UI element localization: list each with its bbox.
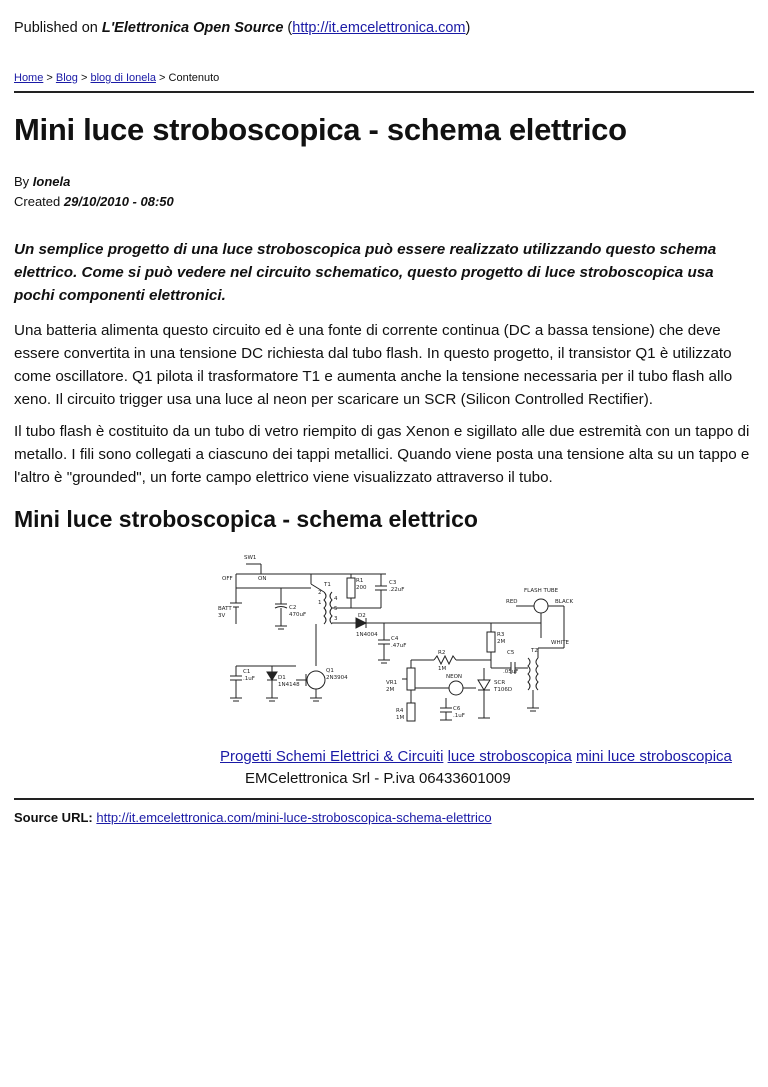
tag-luce-stroboscopica[interactable]: luce stroboscopica bbox=[447, 748, 572, 765]
breadcrumb-blog-ionela[interactable]: blog di Ionela bbox=[90, 72, 156, 84]
label-t1-pin1: 1 bbox=[318, 600, 322, 606]
source-line bbox=[14, 810, 492, 825]
label-flash-tube: FLASH TUBE bbox=[524, 588, 559, 594]
published-line: Published on L'Elettronica Open Source (http://it.emcelettronica.com) bbox=[14, 20, 471, 36]
published-prefix: Published on bbox=[14, 20, 98, 36]
label-t2: T2 bbox=[531, 648, 538, 654]
circuit-schematic bbox=[206, 548, 586, 726]
body-paragraph-2: Il tubo flash è costituito da un tubo di vetro riempito di gas Xenon e sigillato alle due estremità con un tappo di metallo. I fili sono collegati a ciascuno dei tappi metallici. Quando viene posta una tensione alta su un tappo e l'altro è "grounded", un forte campo elettrico viene visualizzato attraverso il tubo. bbox=[14, 423, 750, 486]
label-r2: R2 bbox=[438, 650, 446, 656]
label-r2-v: 1M bbox=[438, 666, 447, 672]
lead-paragraph: Un semplice progetto di una luce stroboscopica può essere realizzato utilizzando questo schema elettrico. Come si può vedere nel circuito schematico, questo progetto di luce stroboscopica usa pochi componenti elettronici. bbox=[14, 241, 717, 304]
label-c2: C2 bbox=[289, 605, 297, 611]
label-q1-v: 2N3904 bbox=[326, 675, 348, 681]
footer-divider bbox=[14, 798, 754, 800]
label-r4: R4 bbox=[396, 708, 404, 714]
label-t1-pin2: 2 bbox=[318, 590, 322, 596]
label-batt-v: 3V bbox=[218, 613, 226, 619]
label-scr: SCR bbox=[494, 680, 506, 686]
author-line bbox=[14, 174, 70, 189]
body-paragraph-1: Una batteria alimenta questo circuito ed è una fonte di corrente continua (DC a bassa tensione) che deve essere convertita in una tensione DC richiesta dal tubo flash. In questo progetto, il transistor Q1 è utilizzato come oscillatore. Q1 pilota il trasformatore T1 e aumenta anche la tensione necessaria per il tubo flash allo xeno. Il circuito trigger usa una luce al neon per scaricare un SCR (Silicon Controlled Rectifier). bbox=[14, 322, 733, 408]
breadcrumb-home[interactable]: Home bbox=[14, 72, 44, 84]
page-title: Mini luce stroboscopica - schema elettrico bbox=[14, 112, 627, 147]
label-c2-v: 470uF bbox=[289, 612, 307, 618]
label-c1-v: .1uF bbox=[243, 676, 255, 682]
label-c4: C4 bbox=[391, 636, 399, 642]
label-d1-v: 1N4148 bbox=[278, 682, 300, 688]
tag-list bbox=[220, 748, 732, 765]
label-c5-v: .05uF bbox=[503, 669, 519, 675]
label-off: OFF bbox=[222, 576, 233, 582]
label-t1-pin4: 4 bbox=[334, 596, 338, 602]
label-c6-v: .1uF bbox=[453, 713, 465, 719]
breadcrumb-separator: > bbox=[46, 72, 53, 84]
label-r1-v: 200 bbox=[356, 585, 367, 591]
source-url-link[interactable]: http://it.emcelettronica.com/mini-luce-stroboscopica-schema-elettrico bbox=[96, 810, 492, 825]
label-on: ON bbox=[258, 576, 267, 582]
breadcrumb-current: Contenuto bbox=[168, 72, 220, 84]
label-white: WHITE bbox=[551, 640, 570, 646]
tag-mini-luce-stroboscopica[interactable]: mini luce stroboscopica bbox=[575, 748, 732, 765]
source-label: Source URL: bbox=[14, 810, 93, 825]
created-date: 29/10/2010 - 08:50 bbox=[63, 194, 174, 209]
breadcrumb-blog[interactable]: Blog bbox=[55, 72, 78, 84]
label-c3: C3 bbox=[389, 580, 397, 586]
label-d2-v: 1N4004 bbox=[356, 632, 378, 638]
label-r4-v: 1M bbox=[396, 715, 405, 721]
author-name: Ionela bbox=[32, 174, 71, 189]
breadcrumb-separator: > bbox=[159, 72, 166, 84]
label-batt: BATT bbox=[218, 606, 232, 612]
label-q1: Q1 bbox=[326, 668, 334, 674]
label-c5: C5 bbox=[507, 650, 515, 656]
label-t1-pin5: 5 bbox=[334, 606, 338, 612]
label-c3-v: .22uF bbox=[389, 587, 405, 593]
breadcrumb bbox=[14, 72, 219, 84]
created-label: Created bbox=[14, 194, 61, 209]
site-url-link[interactable]: http://it.emcelettronica.com bbox=[292, 20, 466, 36]
label-sw1: SW1 bbox=[244, 555, 257, 561]
by-label: By bbox=[14, 174, 30, 189]
label-black: BLACK bbox=[555, 599, 574, 605]
label-scr-v: T106D bbox=[494, 687, 513, 693]
label-vr1: VR1 bbox=[386, 680, 398, 686]
label-c4-v: .47uF bbox=[391, 643, 407, 649]
label-r1: R1 bbox=[356, 578, 364, 584]
company-info: EMCelettronica Srl - P.iva 06433601009 bbox=[245, 770, 511, 787]
label-d1: D1 bbox=[278, 675, 286, 681]
tag-progetti-schemi[interactable]: Progetti Schemi Elettrici & Circuiti bbox=[220, 748, 444, 765]
label-neon: NEON bbox=[446, 674, 463, 680]
header-divider bbox=[14, 91, 754, 93]
label-red: RED bbox=[506, 599, 518, 605]
section-title: Mini luce stroboscopica - schema elettrico bbox=[14, 506, 478, 532]
site-name: L'Elettronica Open Source bbox=[101, 20, 284, 36]
label-r3-v: 2M bbox=[497, 639, 506, 645]
label-c1: C1 bbox=[243, 669, 251, 675]
label-t1: T1 bbox=[324, 582, 331, 588]
label-d2: D2 bbox=[358, 613, 366, 619]
created-line bbox=[14, 194, 174, 209]
label-vr1-v: 2M bbox=[386, 687, 395, 693]
breadcrumb-separator: > bbox=[81, 72, 88, 84]
label-c6: C6 bbox=[453, 706, 461, 712]
label-t1-pin3: 3 bbox=[334, 616, 338, 622]
label-r3: R3 bbox=[497, 632, 505, 638]
